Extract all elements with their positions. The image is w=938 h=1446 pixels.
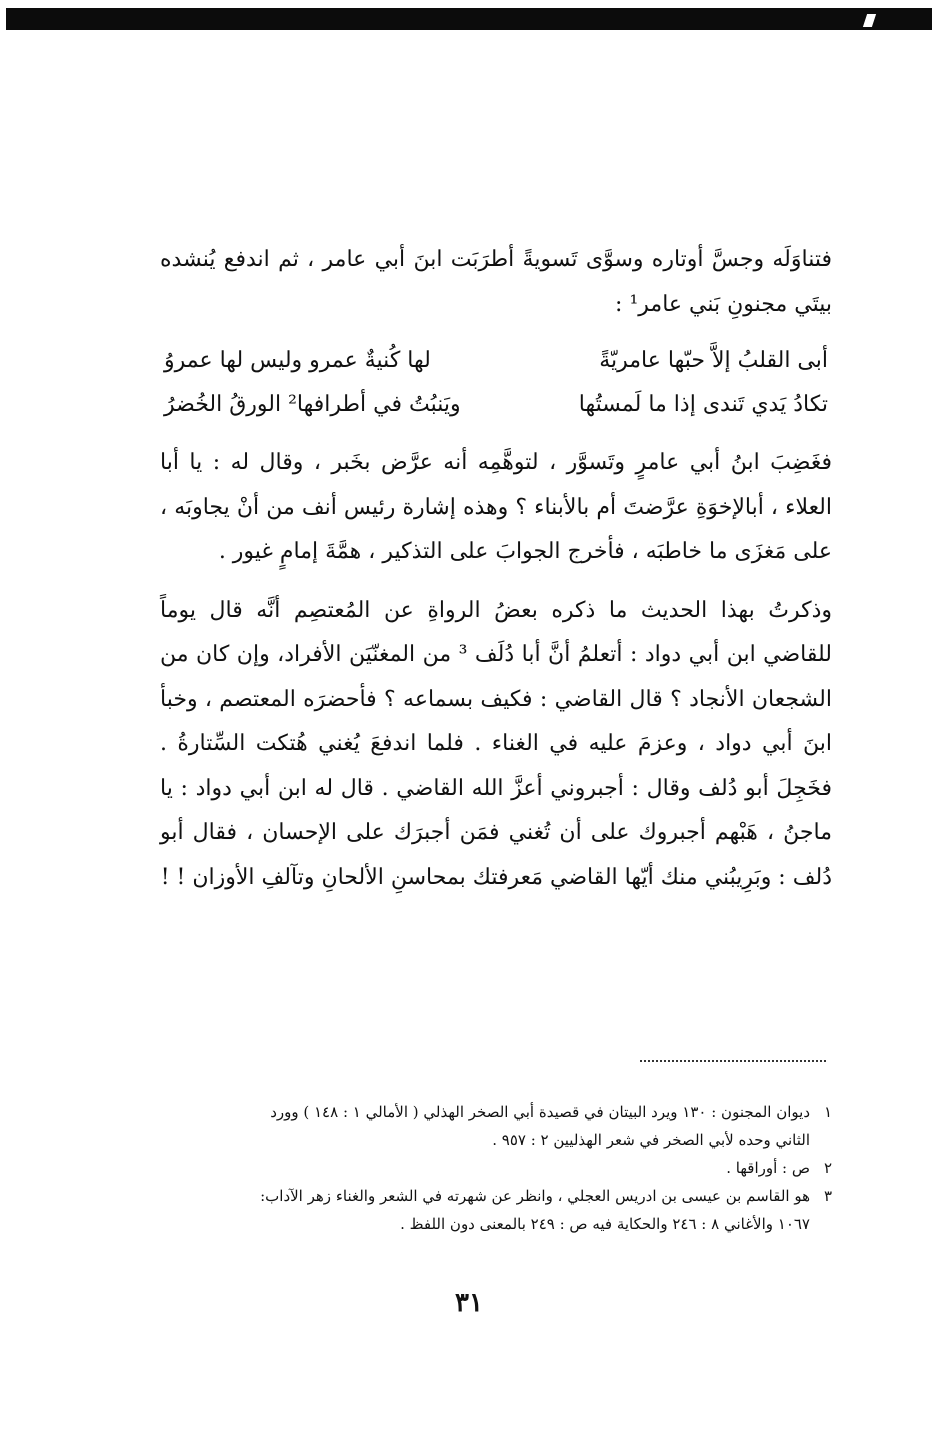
scan-border-bar: [6, 8, 932, 30]
paragraph-reaction: فغَضِبَ ابنُ أبي عامرٍ وتَسوَّر ، لتوهَّمِه أنه عرَّض بخَبر ، وقال له : يا أبا العلاء ، أبالإخوَةِ عرَّضتَ أم بالأبناء ؟ وهذه إشارة رئيس أنف من أنْ يجاوبَه ، على مَغزَى ما خاطبَه ، فأخرج الجوابَ على التذكير ، همَّةَ إمامٍ غيور .: [160, 450, 832, 564]
footnote: [160, 1182, 832, 1238]
paragraph-anecdote: وذكرتُ بهذا الحديث ما ذكره بعضُ الرواةِ عن المُعتصِم أنَّه قال يوماً للقاضي ابن أبي دواد : أتعلمُ أنَّ أبا دُلَف ³ من المغنّيَن الأفراد، وإن كان من الشجعان الأنجاد ؟ قال القاضي : فكيف بسماعه ؟ فأحضرَه المعتصم ، وخبأ ابنَ أبي دواد ، وعزمَ عليه في الغناء . فلما اندفعَ يُغني هُتكت السِّتارةُ . فخَجِلَ أبو دُلف وقال : أجبروني أعزَّ الله القاضي . قال له ابن أبي دواد : يا ماجنُ ، هَبْهم أجبروك على أن تُغني فمَن أجبرَك على الإحسان ، فقال أبو دُلف : وبَرِيبُني منك أيّها القاضي مَعرفتك بمحاسنِ الألحانِ وتآلفِ الأوزان ! !: [160, 597, 833, 890]
footnote: [160, 1154, 832, 1182]
footnote-text: ديوان المجنون : ١٣٠ ويرد البيتان في قصيدة أبي الصخر الهذلي ( الأمالي ١ : ١٤٨ ) وورد: [270, 1103, 810, 1121]
footnote: [160, 1098, 832, 1154]
verse-second-hemistich: لها كُنيةٌ عمرو وليس لها عمروُ: [164, 348, 431, 373]
page-number: ٣١: [455, 1288, 483, 1318]
verse-line: [160, 383, 832, 427]
verse-first-hemistich: أبى القلبُ إلاَّ حبّها عامريّةً: [599, 348, 828, 373]
verse-second-hemistich: ويَنبُتُ في أطرافها² الورقُ الخُضرُ: [164, 392, 461, 417]
footnote-number: ٣: [823, 1187, 832, 1205]
paragraph-intro: فتناوَلَه وجسَّ أوتاره وسوَّى تَسويةً أطرَبَت ابنَ أبي عامر ، ثم اندفع يُنشده بيتَي مجنونِ بَني عامر¹ :: [160, 247, 832, 317]
footnote-continuation: الثاني وحده لأبي الصخر في شعر الهذليين ٢ : ٩٥٧ .: [492, 1131, 810, 1149]
footnote-continuation: ١٠٦٧ والأغاني ٨ : ٢٤٦ والحكاية فيه ص : ٢٤٩ بالمعنى دون اللفظ .: [400, 1215, 810, 1233]
footnote-number: ١: [823, 1103, 832, 1121]
poem-verses: [160, 339, 832, 427]
footnote-text: ص : أوراقها .: [726, 1159, 810, 1177]
footnote-separator: [640, 1060, 826, 1062]
footnote-number: ٢: [823, 1159, 832, 1177]
footnotes: [160, 1098, 832, 1238]
scan-border-notch: [863, 14, 876, 27]
footnote-text: هو القاسم بن عيسى بن ادريس العجلي ، وانظر عن شهرته في الشعر والغناء زهر الآداب:: [260, 1187, 810, 1205]
main-text: [160, 238, 832, 900]
verse-line: [160, 339, 832, 383]
verse-first-hemistich: تكادُ يَدي تَندى إذا ما لَمستُها: [578, 392, 828, 417]
